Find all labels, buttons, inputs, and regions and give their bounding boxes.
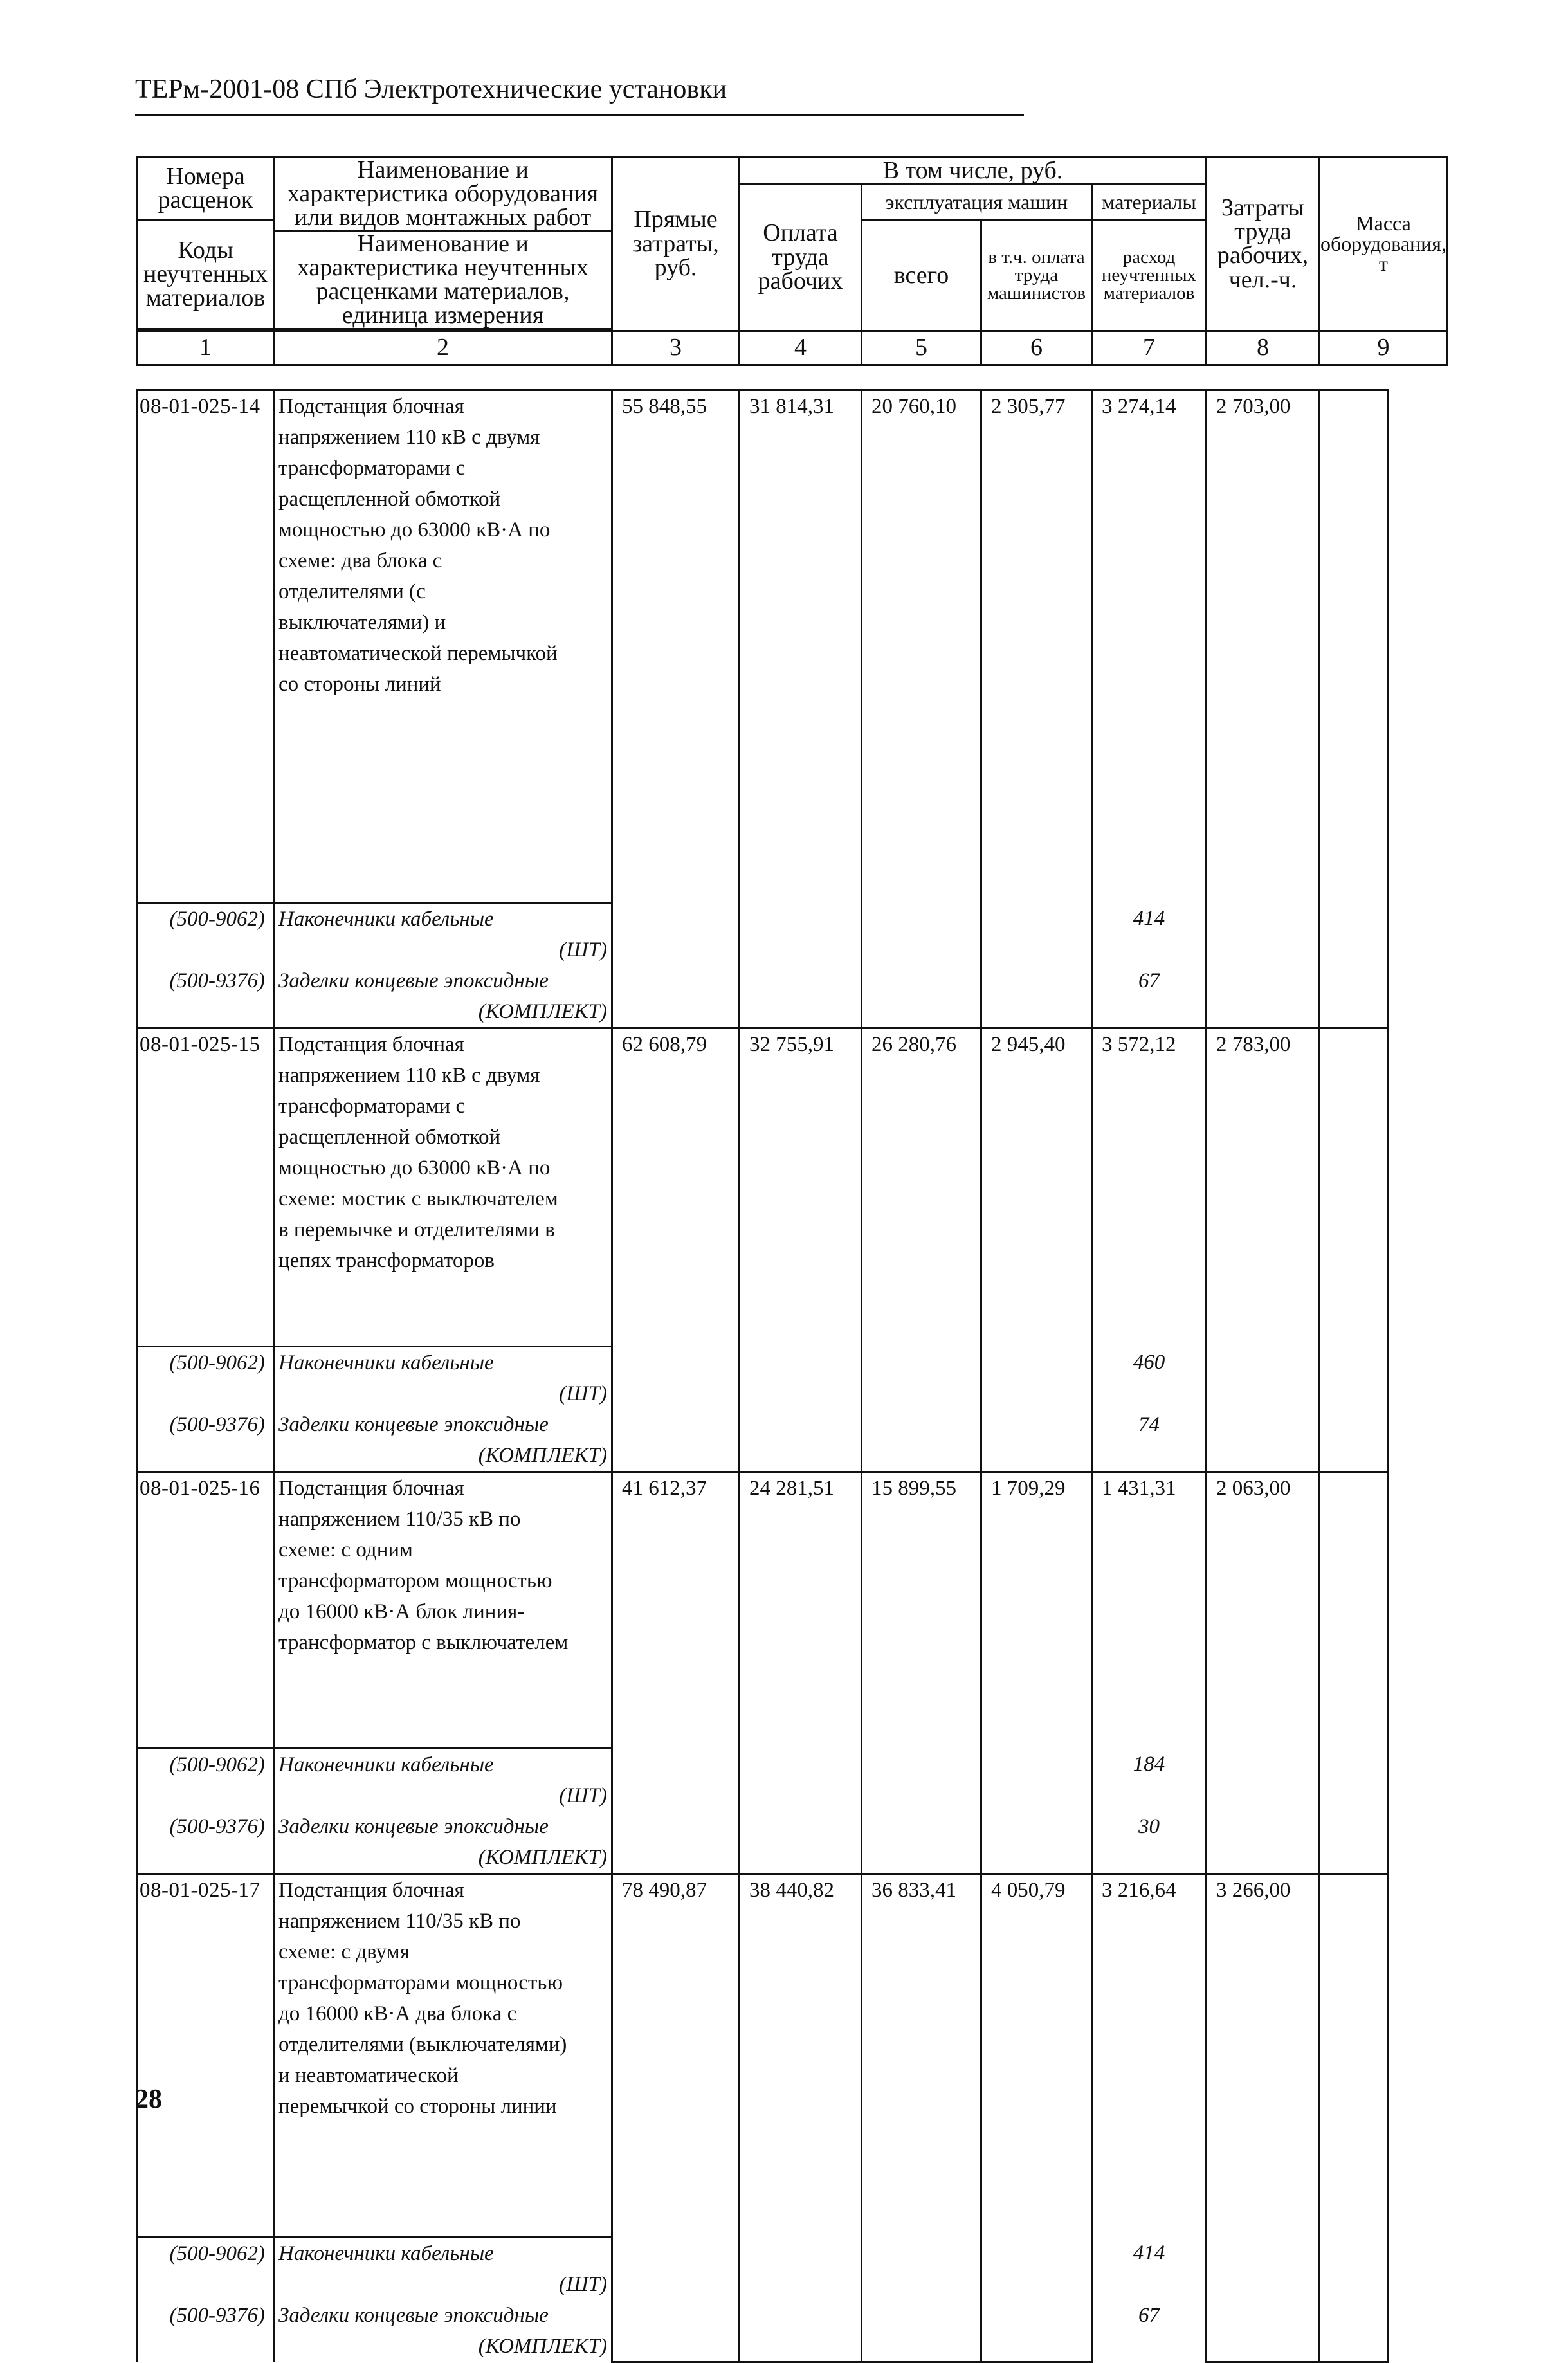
table-row [138, 390, 1388, 870]
machines-total: 26 280,76 [862, 1028, 981, 1472]
material-code: (500-9376) [138, 1409, 274, 1472]
material-unit: (ШТ) [274, 1378, 612, 1409]
labor-pay: 32 755,91 [740, 1028, 862, 1472]
direct-costs: 41 612,37 [612, 1472, 740, 1874]
material-name: Заделки концевые эпоксидные [274, 965, 612, 996]
machinists-pay: 4 050,79 [981, 1874, 1092, 2362]
machinists-pay: 1 709,29 [981, 1472, 1092, 1874]
column-number: 6 [981, 331, 1092, 365]
equipment-mass [1320, 1472, 1388, 1874]
labor-hours: 3 266,00 [1207, 1874, 1320, 2362]
rates-table [136, 389, 1389, 2363]
material-quantity: 460 [1092, 1347, 1207, 1410]
material-quantity: 30 [1092, 1811, 1207, 1874]
materials-value: 3 572,12 [1092, 1028, 1207, 1315]
material-quantity: 414 [1092, 903, 1207, 966]
header-rate-codes: Коды неучтенных материалов [138, 220, 274, 329]
labor-hours: 2 703,00 [1207, 390, 1320, 1028]
material-quantity: 67 [1092, 965, 1207, 1028]
material-code: (500-9062) [138, 903, 274, 966]
column-number: 1 [138, 331, 274, 365]
table-row [138, 1028, 1388, 1315]
material-unit: (ШТ) [274, 1780, 612, 1811]
material-name: Наконечники кабельные [274, 1749, 612, 1781]
labor-hours: 2 783,00 [1207, 1028, 1320, 1472]
header-work-name: Наименование и характеристика оборудования или видов монтажных работ [274, 158, 612, 232]
rate-code: 08-01-025-16 [138, 1472, 274, 1749]
material-quantity: 414 [1092, 2238, 1207, 2301]
rate-name: Подстанция блочная напряжением 110 кВ с двумя трансформаторами с расщепленной обмоткой мощностью до 63000 кВ·А по схеме: два блока с отделителями (с выключателями) и неавтоматической перемычкой со стороны линий [274, 390, 612, 903]
header-machinists-pay: в т.ч. оплата труда машинистов [981, 220, 1092, 331]
column-number: 8 [1207, 331, 1320, 365]
column-number: 2 [274, 331, 612, 365]
header-labor-pay: Оплата труда рабочих [740, 185, 862, 331]
table-row [138, 1472, 1388, 1717]
materials-value: 3 274,14 [1092, 390, 1207, 870]
table-header [136, 156, 1448, 366]
material-unit: (КОМПЛЕКТ) [274, 1842, 612, 1874]
header-unaccounted-materials: расход неучтенных материалов [1092, 220, 1207, 331]
machinists-pay: 2 305,77 [981, 390, 1092, 1028]
document-title: ТЕРм-2001-08 СПб Электротехнические установки [135, 75, 727, 104]
column-number: 5 [862, 331, 981, 365]
material-name: Заделки концевые эпоксидные [274, 2300, 612, 2331]
table-row [138, 1874, 1388, 2176]
materials-value: 1 431,31 [1092, 1472, 1207, 1717]
rate-code: 08-01-025-17 [138, 1874, 274, 2238]
direct-costs: 62 608,79 [612, 1028, 740, 1472]
spacer-cell [1092, 1717, 1207, 1749]
column-number: 7 [1092, 331, 1207, 365]
machines-total: 36 833,41 [862, 1874, 981, 2362]
material-code: (500-9062) [138, 2238, 274, 2301]
equipment-mass [1320, 1874, 1388, 2362]
material-code: (500-9376) [138, 965, 274, 1028]
material-quantity: 67 [1092, 2300, 1207, 2362]
column-number: 4 [740, 331, 862, 365]
column-number: 9 [1320, 331, 1448, 365]
material-code: (500-9376) [138, 1811, 274, 1874]
header-materials-group: материалы [1092, 185, 1207, 221]
material-unit: (КОМПЛЕКТ) [274, 996, 612, 1028]
material-unit: (КОМПЛЕКТ) [274, 1440, 612, 1472]
material-unit: (ШТ) [274, 935, 612, 965]
material-name: Наконечники кабельные [274, 1347, 612, 1379]
header-machines-group: эксплуатация машин [862, 185, 1092, 221]
spacer-cell [1092, 870, 1207, 903]
material-code: (500-9376) [138, 2300, 274, 2362]
labor-pay: 31 814,31 [740, 390, 862, 1028]
labor-hours: 2 063,00 [1207, 1472, 1320, 1874]
material-code: (500-9062) [138, 1347, 274, 1410]
rate-name: Подстанция блочная напряжением 110/35 кВ по схеме: с двумя трансформаторами мощностью до 16000 кВ·А два блока с отделителями (выключателями) и неавтоматической перемычкой со стороны линии [274, 1874, 612, 2238]
rate-name: Подстанция блочная напряжением 110/35 кВ по схеме: с одним трансформатором мощностью до 16000 кВ·А блок линия- трансформатор с выключателем [274, 1472, 612, 1749]
machines-total: 20 760,10 [862, 390, 981, 1028]
machinists-pay: 2 945,40 [981, 1028, 1092, 1472]
labor-pay: 38 440,82 [740, 1874, 862, 2362]
direct-costs: 55 848,55 [612, 390, 740, 1028]
direct-costs: 78 490,87 [612, 1874, 740, 2362]
title-divider [135, 114, 1024, 116]
rate-name: Подстанция блочная напряжением 110 кВ с двумя трансформаторами с расщепленной обмоткой мощностью до 63000 кВ·А по схеме: мостик с выключателем в перемычке и отделителями в цепях трансформаторов [274, 1028, 612, 1347]
material-name: Наконечники кабельные [274, 903, 612, 935]
material-unit: (ШТ) [274, 2269, 612, 2300]
header-including: В том числе, руб. [740, 158, 1207, 185]
column-number: 3 [612, 331, 740, 365]
spacer-cell [1092, 2176, 1207, 2238]
equipment-mass [1320, 390, 1388, 1028]
header-material-name: Наименование и характеристика неучтенных расценками материалов, единица измерения [274, 231, 612, 329]
material-name: Заделки концевые эпоксидные [274, 1409, 612, 1440]
header-direct-costs: Прямые затраты, руб. [612, 158, 740, 331]
materials-value: 3 216,64 [1092, 1874, 1207, 2176]
rate-code: 08-01-025-14 [138, 390, 274, 903]
header-rate-numbers: Номера расценок [138, 158, 274, 221]
material-quantity: 74 [1092, 1409, 1207, 1472]
header-equipment-mass: Масса оборудования, т [1320, 158, 1448, 331]
header-labor-hours: Затраты труда рабочих, чел.-ч. [1207, 158, 1320, 331]
page-number: 28 [135, 2085, 162, 2114]
material-quantity: 184 [1092, 1749, 1207, 1812]
material-code: (500-9062) [138, 1749, 274, 1812]
equipment-mass [1320, 1028, 1388, 1472]
material-name: Заделки концевые эпоксидные [274, 1811, 612, 1842]
labor-pay: 24 281,51 [740, 1472, 862, 1874]
material-name: Наконечники кабельные [274, 2238, 612, 2270]
spacer-cell [1092, 1315, 1207, 1347]
rate-code: 08-01-025-15 [138, 1028, 274, 1347]
material-unit: (КОМПЛЕКТ) [274, 2331, 612, 2362]
machines-total: 15 899,55 [862, 1472, 981, 1874]
header-machines-total: всего [862, 220, 981, 331]
